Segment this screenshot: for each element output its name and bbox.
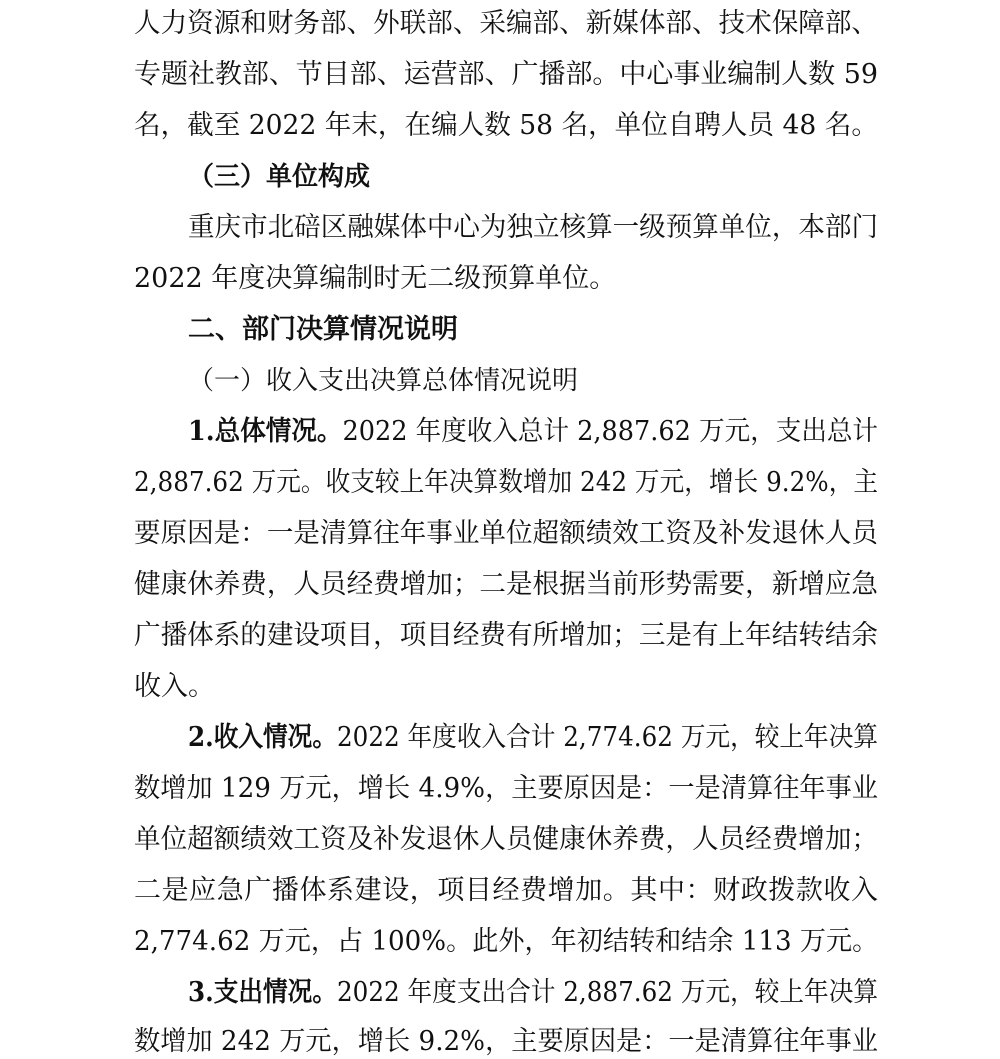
text-line: 2022 年度决算编制时无二级预算单位。 xyxy=(134,263,617,294)
paragraph-text: 2022 年度收入合计 2,774.62 万元，较上年决算 xyxy=(336,722,879,753)
text-line: 要原因是：一是清算往年事业单位超额绩效工资及补发退休人员 xyxy=(134,518,878,549)
subsection-heading: （一）收入支出决算总体情况说明 xyxy=(188,366,579,396)
paragraph-lead: 3.支出情况。 xyxy=(188,977,337,1008)
paragraph-first-line xyxy=(188,976,878,1010)
section-heading: （三）单位构成 xyxy=(188,162,371,192)
text-line: 单位超额绩效工资及补发退休人员健康休养费，人员经费增加； xyxy=(134,824,878,855)
text-line: 专题社教部、节目部、运营部、广播部。中心事业编制人数 59 xyxy=(134,59,879,90)
section-heading: 二、部门决算情况说明 xyxy=(188,314,458,345)
text-line: 二是应急广播体系建设，项目经费增加。其中：财政拨款收入 xyxy=(134,875,878,906)
paragraph-first-line xyxy=(188,721,878,755)
text-line: 数增加 242 万元，增长 9.2%，主要原因是：一是清算往年事业 xyxy=(134,1026,878,1057)
text-line: 数增加 129 万元，增长 4.9%，主要原因是：一是清算往年事业 xyxy=(134,773,878,804)
text-line: 健康休养费，人员经费增加；二是根据当前形势需要，新增应急 xyxy=(134,569,878,600)
paragraph-lead: 1.总体情况。 xyxy=(188,416,343,447)
text-line: 2,887.62 万元。收支较上年决算数增加 242 万元，增长 9.2%，主 xyxy=(134,467,879,498)
paragraph-lead: 2.收入情况。 xyxy=(188,722,337,753)
text-line: 名，截至 2022 年末，在编人数 58 名，单位自聘人员 48 名。 xyxy=(134,110,878,141)
paragraph-first-line xyxy=(188,415,878,449)
text-line: 广播体系的建设项目，项目经费有所增加；三是有上年结转结余 xyxy=(134,620,878,651)
text-line: 人力资源和财务部、外联部、采编部、新媒体部、技术保障部、 xyxy=(134,8,878,39)
text-line: 收入。 xyxy=(134,671,215,702)
text-line: 2,774.62 万元，占 100%。此外，年初结转和结余 113 万元。 xyxy=(134,926,879,957)
paragraph-text: 2022 年度收入总计 2,887.62 万元，支出总计 xyxy=(342,416,878,447)
text-line: 重庆市北碚区融媒体中心为独立核算一级预算单位，本部门 xyxy=(188,212,878,243)
paragraph-text: 2022 年度支出合计 2,887.62 万元，较上年决算 xyxy=(336,977,879,1008)
